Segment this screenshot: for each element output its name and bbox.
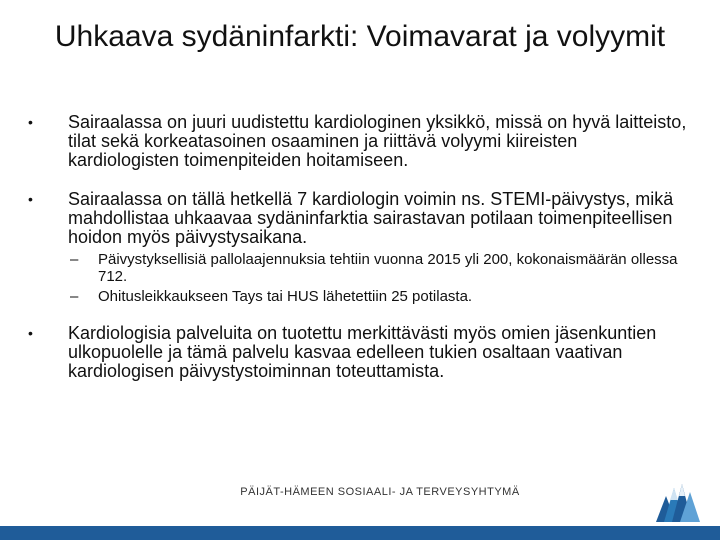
bullet-item: [28, 190, 688, 247]
bullet-text: Sairaalassa on juuri uudistettu kardiologinen yksikkö, missä on hyvä laitteisto, tilat sekä korkeatasoinen osaaminen ja riittävä volyymi kiireisten kardiologisten toimenpiteiden hoitamiseen.: [68, 112, 687, 170]
sub-bullet-item: [70, 289, 688, 306]
bullet-item: [28, 113, 688, 170]
footer-bar: [0, 526, 720, 540]
bullet-marker: •: [28, 191, 33, 207]
sub-bullet-text: Ohitusleikkaukseen Tays tai HUS lähetettiin 25 potilasta.: [98, 288, 473, 305]
slide-content: [28, 113, 688, 381]
bullet-marker: •: [28, 324, 33, 341]
sub-bullet-marker: –: [70, 288, 79, 305]
slide-title: Uhkaava sydäninfarkti: Voimavarat ja volyymit: [54, 20, 666, 53]
sub-bullet-item: [70, 252, 688, 285]
footer-organization: PÄIJÄT-HÄMEEN SOSIAALI- JA TERVEYSYHTYMÄ: [240, 486, 520, 498]
bullet-text: Sairaalassa on tällä hetkellä 7 kardiologin voimin ns. STEMI-päivystys, mikä mahdollistaa uhkaavaa sydäninfarktia sairastavan potilaan toimenpiteellisen hoidon myös päivystysaikana.: [68, 189, 674, 247]
bullet-marker: •: [28, 114, 33, 130]
sub-bullet-list: [28, 252, 688, 306]
bullet-text: Kardiologisia palveluita on tuotettu merkittävästi myös omien jäsenkuntien ulkopuolelle ja tämä palvelu kasvaa edelleen tukien osaltaan vaativan kardiologisen päivystystoiminnan toteuttamista.: [68, 322, 657, 381]
mountain-logo-icon: [654, 482, 704, 522]
sub-bullet-marker: –: [70, 251, 79, 268]
bullet-item: [28, 324, 688, 381]
sub-bullet-text: Päivystyksellisiä pallolaajennuksia tehtiin vuonna 2015 yli 200, kokonaismäärän ollessa 712.: [98, 251, 678, 285]
